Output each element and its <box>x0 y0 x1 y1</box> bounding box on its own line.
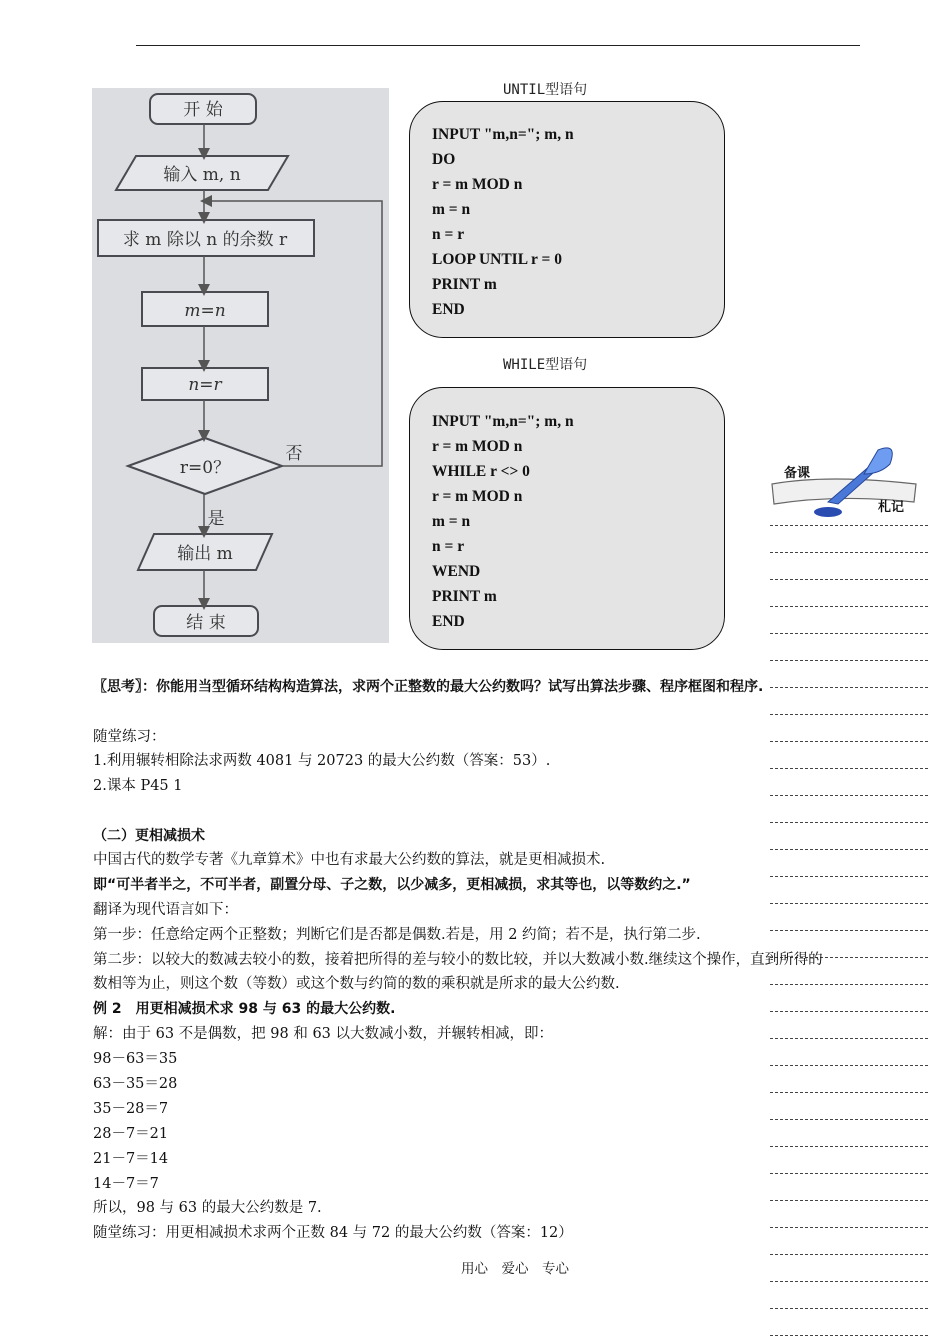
note-line <box>770 1254 928 1255</box>
note-line <box>770 1092 928 1093</box>
flow-output-label: 输出 m <box>177 544 233 564</box>
note-line <box>770 1038 928 1039</box>
calc-line: 98－63＝35 <box>93 1051 178 1067</box>
flow-no-label: 否 <box>285 444 303 464</box>
note-line <box>770 795 928 796</box>
code-line: r = m MOD n <box>432 488 523 505</box>
note-line <box>770 1011 928 1012</box>
note-line <box>770 741 928 742</box>
note-line <box>770 1200 928 1201</box>
note-line <box>770 1173 928 1174</box>
flow-yes-label: 是 <box>207 509 225 529</box>
flow-condition-label: r=0？ <box>179 458 231 478</box>
note-line <box>770 876 928 877</box>
calc-line: 21－7＝14 <box>93 1151 169 1167</box>
until-title: UNTIL型语句 <box>503 82 588 98</box>
code-line: n = r <box>432 538 465 555</box>
think-question: 〖思考〗：你能用当型循环结构构造算法，求两个正整数的最大公约数吗？试写出算法步骤、程序框图和程序. <box>93 679 764 695</box>
code-line: r = m MOD n <box>432 438 523 455</box>
calc-line: 14－7＝7 <box>93 1176 159 1192</box>
note-line <box>770 660 928 661</box>
flowchart-figure <box>92 88 389 643</box>
note-line <box>770 1335 928 1336</box>
code-line: LOOP UNTIL r = 0 <box>432 251 562 268</box>
conclusion-text: 所以，98 与 63 的最大公约数是 7. <box>93 1200 322 1216</box>
until-code-box <box>409 101 725 338</box>
note-line <box>770 768 928 769</box>
note-line <box>770 579 928 580</box>
note-line <box>770 984 928 985</box>
side-note-title-2: 札记 <box>878 500 905 515</box>
step-one: 第一步：任意给定两个正整数；判断它们是否都是偶数.若是，用 2 约简；若不是，执行第二步. <box>93 927 701 943</box>
code-line: m = n <box>432 513 471 530</box>
note-line <box>770 930 928 931</box>
practice-title: 随堂练习： <box>93 729 166 745</box>
note-line <box>770 849 928 850</box>
step-two-line-1: 第二步：以较大的数减去较小的数，接着把所得的差与较小的数比较，并以大数减小数.继续这个操作，直到所得的 <box>93 952 823 968</box>
intro-text: 中国古代的数学专著《九章算术》中也有求最大公约数的算法，就是更相减损术. <box>93 852 606 868</box>
practice-last: 随堂练习：用更相减损术求两个正数 84 与 72 的最大公约数（答案：12） <box>93 1225 573 1241</box>
while-code-box <box>409 387 725 650</box>
side-note-title-1: 备课 <box>784 466 811 481</box>
note-line <box>770 525 928 526</box>
code-line: END <box>432 301 465 318</box>
note-line <box>770 606 928 607</box>
note-line <box>770 633 928 634</box>
flow-end-label: 结 束 <box>186 613 226 633</box>
solution-text: 解：由于 63 不是偶数，把 98 和 63 以大数减小数，并辗转相减，即： <box>93 1026 554 1042</box>
note-line <box>770 903 928 904</box>
flow-assign-n-label: n=r <box>188 375 222 395</box>
section-title: （二）更相减损术 <box>93 828 205 844</box>
quote-text: 即“可半者半之，不可半者，副置分母、子之数，以少减多，更相减损，求其等也，以等数约之.” <box>93 877 691 893</box>
calc-line: 35－28＝7 <box>93 1101 169 1117</box>
note-line <box>770 1281 928 1282</box>
side-note-logo <box>768 444 928 520</box>
note-line <box>770 1119 928 1120</box>
code-line: INPUT "m,n="; m, n <box>432 413 574 430</box>
practice-item-1: 1.利用辗转相除法求两数 4081 与 20723 的最大公约数（答案：53）. <box>93 753 551 769</box>
note-line <box>770 1308 928 1309</box>
flow-input-label: 输入 m, n <box>163 165 241 185</box>
note-line <box>770 1227 928 1228</box>
flow-assign-m-label: m=n <box>184 301 226 321</box>
while-title: WHILE型语句 <box>503 357 588 373</box>
example-title: 例 2 用更相减损术求 98 与 63 的最大公约数. <box>93 1001 396 1017</box>
code-line: DO <box>432 151 456 168</box>
code-line: PRINT m <box>432 276 497 293</box>
header-rule <box>136 45 860 46</box>
code-line: END <box>432 613 465 630</box>
page-footer: 用心 爱心 专心 <box>461 1261 569 1277</box>
flow-remainder-label: 求 m 除以 n 的余数 r <box>122 230 288 250</box>
flow-start-label: 开 始 <box>183 100 223 120</box>
calc-line: 63－35＝28 <box>93 1076 178 1092</box>
translate-text: 翻译为现代语言如下： <box>93 902 238 918</box>
note-line <box>770 687 928 688</box>
practice-item-2: 2.课本 P45 1 <box>93 778 183 794</box>
note-line <box>770 1146 928 1147</box>
note-line <box>770 552 928 553</box>
note-line <box>770 714 928 715</box>
code-line: r = m MOD n <box>432 176 523 193</box>
code-line: WEND <box>432 563 481 580</box>
step-two-line-2: 数相等为止，则这个数（等数）或这个数与约简的数的乘积就是所求的最大公约数. <box>93 976 620 992</box>
code-line: n = r <box>432 226 465 243</box>
note-line <box>770 822 928 823</box>
code-line: WHILE r <> 0 <box>432 463 530 480</box>
code-line: INPUT "m,n="; m, n <box>432 126 574 143</box>
code-line: PRINT m <box>432 588 497 605</box>
calc-line: 28－7＝21 <box>93 1126 169 1142</box>
code-line: m = n <box>432 201 471 218</box>
note-line <box>770 1065 928 1066</box>
